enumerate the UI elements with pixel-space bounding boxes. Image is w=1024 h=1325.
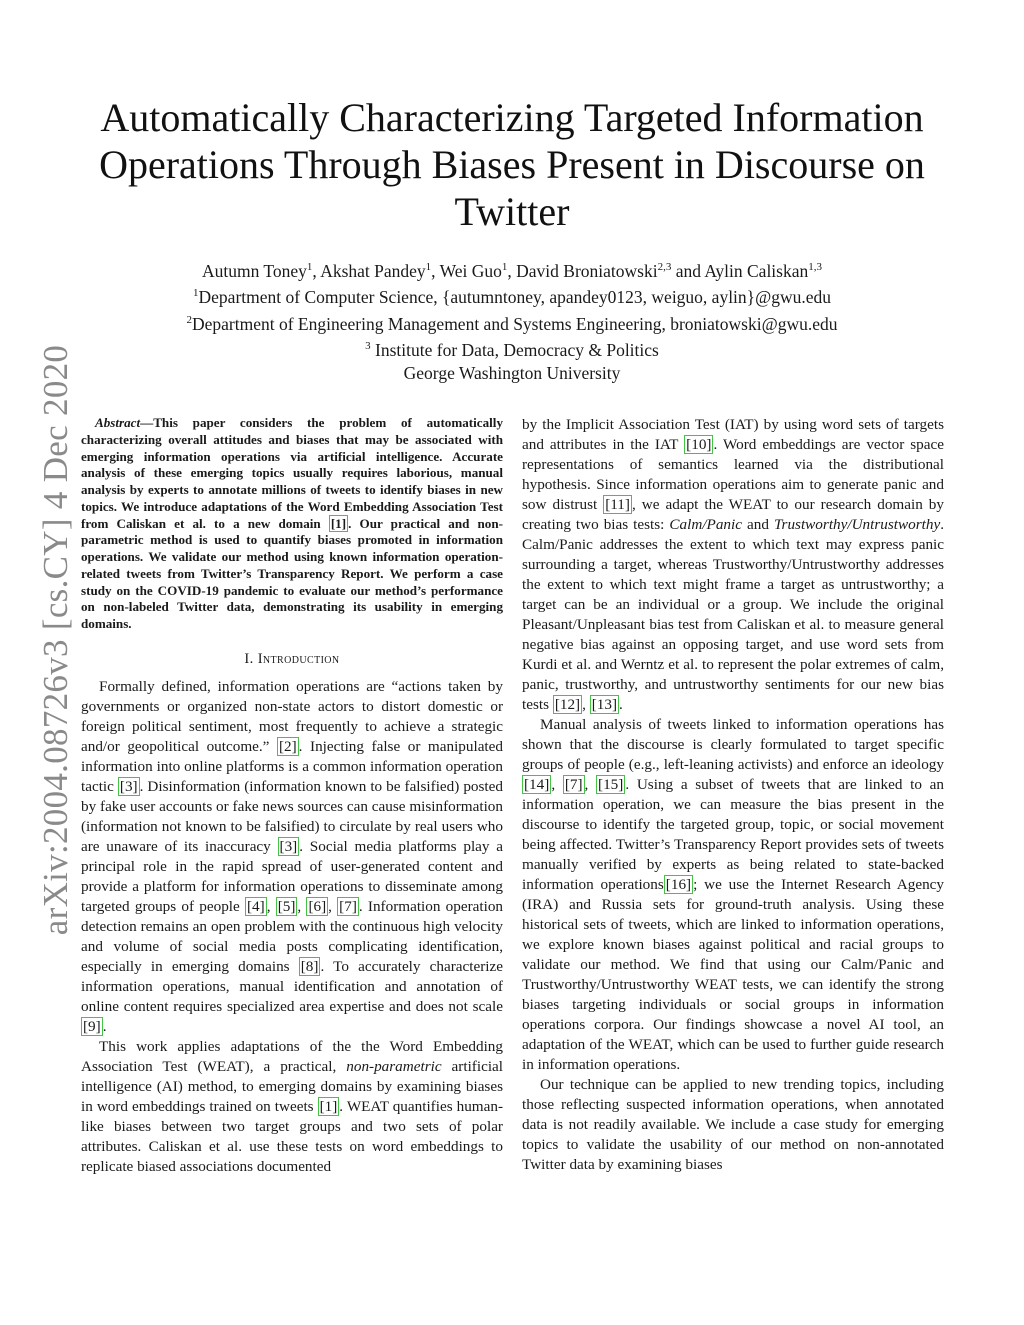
citation-link[interactable]: [16] [665, 876, 692, 893]
affiliation-3: $^3$ Institute for Data, Democracy & Politics [365, 340, 659, 361]
author-name: Autumn Toney [201, 260, 307, 281]
title-line-2: Operations Through Biases Present in Discourse on [99, 142, 925, 187]
abstract: Abstract—This paper considers the problem of automatically characterizing overall attitudes and biases that may be associated with emerging information operations via artificial intelligence. Accurate analysis of these emerging topics usually requires laborious, manual analysis by experts to annotate millions of tweets to identify biases in new topics. We introduce adaptations of the Word Embedding Association Test from Caliskan et al. to a new domain [1] . Our practical and non-parametric method is used to quantify biases promoted in information operations. We validate our method using known information operation-related tweets from Twitter’s Transparency Report. We perform a case study on the COVID-19 pandemic to evaluate our method’s performance on non-labeled Twitter data, demonstrating its usability in emerging domains. [81, 415, 503, 631]
affiliation-2: $^2$Department of Engineering Management and Systems Engineering, broniatowski@gwu.edu [186, 313, 838, 334]
title-line-3: Twitter [454, 189, 570, 234]
citation-link[interactable]: [9] [83, 1017, 101, 1035]
university: George Washington University [403, 362, 621, 383]
citation-link[interactable]: [5] [277, 897, 296, 915]
citation-link[interactable]: [7] [564, 776, 583, 793]
author-name: Akshat Pandey [320, 260, 426, 281]
section-heading-introduction: I. Introduction [244, 650, 340, 667]
citation-link[interactable]: [3] [279, 837, 298, 855]
citation-link[interactable]: [13] [591, 696, 618, 713]
intro-paragraph-2: This work applies adaptations of the the Word Embedding Association Test (WEAT), a practical, non-parametric artificial intelligence (AI) method, to emerging domains by examining biases in word embeddings trained on tweets [1] . WEAT quantifies human-like biases between two target groups and two sets of polar attributes. Caliskan et al. use these tests on word embeddings to replicate biased associations documented [81, 1037, 503, 1175]
citation-link[interactable]: [15] [598, 776, 624, 793]
citation-link[interactable]: [7] [339, 897, 357, 915]
author-name: Wei Guo [439, 260, 502, 281]
intro-paragraph-1: Formally defined, information operations are “actions taken by governments or organized non-state actors to distort domestic or foreign political sentiment, most frequently to achieve a strategic and/or geopolitical outcome.” [2] . Injecting false or manipulated information into online platforms is a common information operation tactic [3] . Disinformation (information known to be falsified) posted by fake user accounts or fake news sources can cause misinformation (information not known to be falsified) to circulate by real users who are unaware of its inaccuracy [3] . Social media platforms play a principal role in the rapid spread of user-generated content and provide a platform for information operations to disseminate among targeted groups of people [4] , [5] , [6] , [7] . Information operation detection remains an open problem with the continuous high velocity and volume of social media posts complicating identification, especially in emerging domains [8] . To accurately characterize information operations, manual identification and annotation of online content requires specialized area expertise and does not scale [9] . [81, 677, 504, 1035]
citation-link[interactable]: [12] [554, 696, 581, 713]
citation-link[interactable]: [2] [278, 737, 297, 755]
left-column [81, 415, 503, 1177]
affiliation-1: $^1$Department of Computer Science, {autumntoney, apandey0123, weiguo, aylin}@gwu.edu [193, 287, 831, 308]
citation-link[interactable]: [11] [605, 496, 630, 513]
arxiv-identifier: arXiv:2004.08726v3 [cs.CY] 4 Dec 2020 [36, 344, 75, 936]
right-column [522, 415, 944, 1175]
citation-link[interactable]: [1] [319, 1097, 338, 1115]
citation-link[interactable]: [6] [308, 897, 327, 915]
right-paragraph-1: by the Implicit Association Test (IAT) by using word sets of targets and attributes in the IAT [10] . Word embeddings are vector space representations of semantics learned via the distributional hypothesis. Since information operations aim to generate panic and sow distrust [11] , we adapt the WEAT to our research domain by creating two bias tests: Calm/Panic and Trustworthy/Untrustworthy. Calm/Panic addresses the extent to which text may express panic surrounding a target, whereas Trustworthy/Untrustworthy addresses the extent to which text might frame a target as untrustworthy; a target can be an individual or a group. We include the original Pleasant/Unpleasant bias test from Caliskan et al. to measure general negative bias against an opposing target, and use word sets from Kurdi et al. and Werntz et al. to represent the polar extremes of calm, panic, trustworthy, and untrustworthy sentiments for our new bias tests [12] , [13] . [522, 416, 944, 713]
right-paragraph-2: Manual analysis of tweets linked to information operations has shown that the discourse is clearly formulated to target specific groups of people (e.g., left-leaning activists) and enforce an ideology [14] , [7] , [15] . Using a subset of tweets that are linked to an information operation, we can measure the bias present in the discourse to identify the targeted group, topic, or social movement being affected. Twitter’s Transparency Report provides sets of tweets manually verified by experts as being related to state-backed information operations [16] ; we use the Internet Research Agency (IRA) and Russia sets for ground-truth analysis. Using these historical sets of tweets, which are linked to information operations, we explore known biases against political and racial groups to validate our method. We find that using our Calm/Panic and Trustworthy/Untrustworthy WEAT tests, we can identify the strong biases targeting individuals or social groups in information operations corpora. Our findings showcase a novel AI tool, an adaptation of the WEAT, which can be used to further guide research in information operations. [522, 716, 945, 1073]
title-line-1: Automatically Characterizing Targeted Information [100, 95, 924, 140]
right-paragraph-3: Our technique can be applied to new trending topics, including those reflecting suspected information operations, when annotated data is not readily available. We include a case study for emerging topics to validate the usability of our method on non-annotated Twitter data by examining biases [522, 1076, 944, 1173]
author-list: Autumn Toney$^1$, Akshat Pandey$^1$, Wei Guo$^1$, David Broniatowski$^{2,3}$ and Aylin Caliskan$^{1,3}$ [201, 260, 823, 281]
authors-affiliations [80, 256, 944, 384]
citation-link[interactable]: [14] [524, 776, 550, 793]
citation-link[interactable]: [4] [246, 897, 265, 915]
citation-link[interactable]: [1] [330, 515, 347, 531]
citation-link[interactable]: [3] [119, 777, 138, 795]
citation-link[interactable]: [10] [686, 436, 712, 453]
author-name: and Aylin Caliskan [675, 260, 809, 281]
paper-title [60, 94, 964, 235]
author-name: David Broniatowski [516, 260, 658, 281]
citation-link[interactable]: [8] [300, 957, 319, 975]
